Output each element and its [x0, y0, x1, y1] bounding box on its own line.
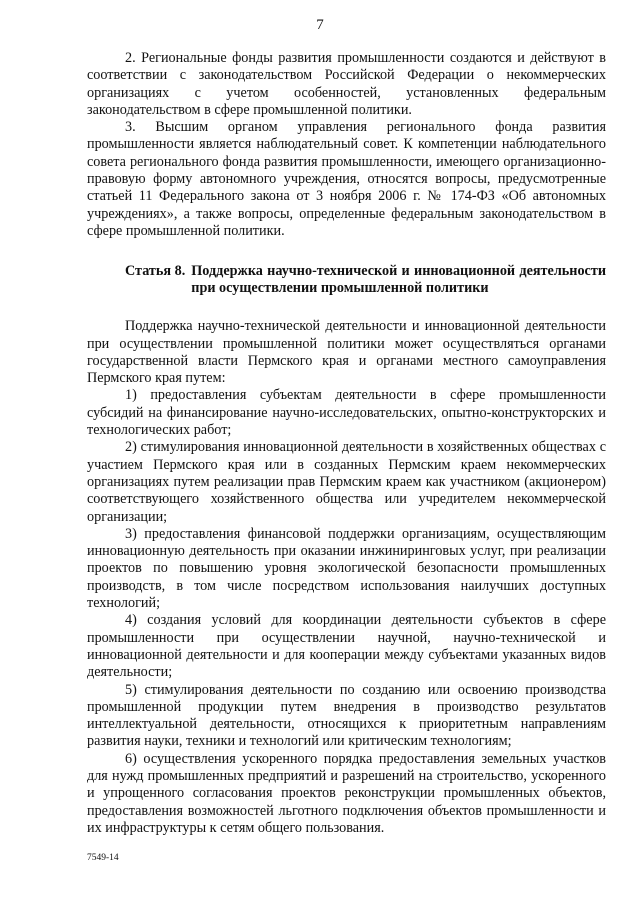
paragraph-3: 3. Высшим органом управления регионального фонда развития промышленности является наблюдательный совет. К компетенции наблюдательного совета регионального фонда развития промышленности, имеющего организационно-правовую форму автономного учреждения, относятся вопросы, предусмотренные статьей 11 Федерального закона от 3 ноября 2006 г. № 174-ФЗ «Об автономных учреждениях», а также вопросы, определенные федеральным законодательством в сфере промышленной политики. — [87, 119, 606, 239]
article-heading — [87, 263, 606, 297]
article-intro-paragraph: Поддержка научно-технической деятельности и инновационной деятельности при осуществлении промышленной политики может осуществляться органами государственной власти Пермского края и органами местного самоуправления Пермского края путем: — [87, 318, 606, 387]
page-number: 7 — [316, 17, 324, 33]
list-item-6: 6) осуществления ускоренного порядка предоставления земельных участков для нужд промышленных предприятий и разрешений на строительство, ускоренного и упрощенного согласования проектов реконструкции промышленных объектов, предоставления возможностей льготного подключения объектов промышленности и их инфраструктуры к сетям общего пользования. — [87, 750, 606, 836]
document-body — [87, 50, 606, 837]
list-item-4: 4) создания условий для координации деятельности субъектов в сфере промышленности при осуществлении научной, научно-технической и инновационной деятельности и для кооперации между субъектами указанных видов деятельности; — [87, 612, 606, 681]
article-number: Статья 8. — [125, 263, 186, 280]
list-item-3: 3) предоставления финансовой поддержки организациям, осуществляющим инновационную деятельность при оказании инжиниринговых услуг, при реализации проектов по повышению уровня экологической безопасности промышленных производств, в том числе посредством использования наилучших доступных технологий; — [87, 525, 606, 612]
paragraph-2: 2. Региональные фонды развития промышленности создаются и действуют в соответствии с законодательством Российской Федерации о некоммерческих организациях с учетом особенностей, установленных федеральным законодательством в сфере промышленной политики. — [87, 50, 606, 118]
article-title: Поддержка научно-технической и инновационной деятельности при осуществлении промышленной политики — [191, 263, 606, 297]
list-item-2: 2) стимулирования инновационной деятельности в хозяйственных обществах с участием Пермского края или в созданных Пермским краем некоммерческих организациях путем реализации прав Пермским краем как участником (акционером) соответствующего хозяйственного общества или учредителем некоммерческой организации; — [87, 439, 606, 525]
document-code: 7549-14 — [87, 853, 119, 863]
list-item-5: 5) стимулирования деятельности по созданию или освоению производства промышленной продукции путем внедрения в производство результатов интеллектуальной деятельности, относящихся к приоритетным направлениям развития науки, техники и технологий или критическим технологиям; — [87, 681, 606, 750]
list-item-1: 1) предоставления субъектам деятельности в сфере промышленности субсидий на финансирование научно-исследовательских, опытно-конструкторских и технологических работ; — [87, 387, 606, 439]
